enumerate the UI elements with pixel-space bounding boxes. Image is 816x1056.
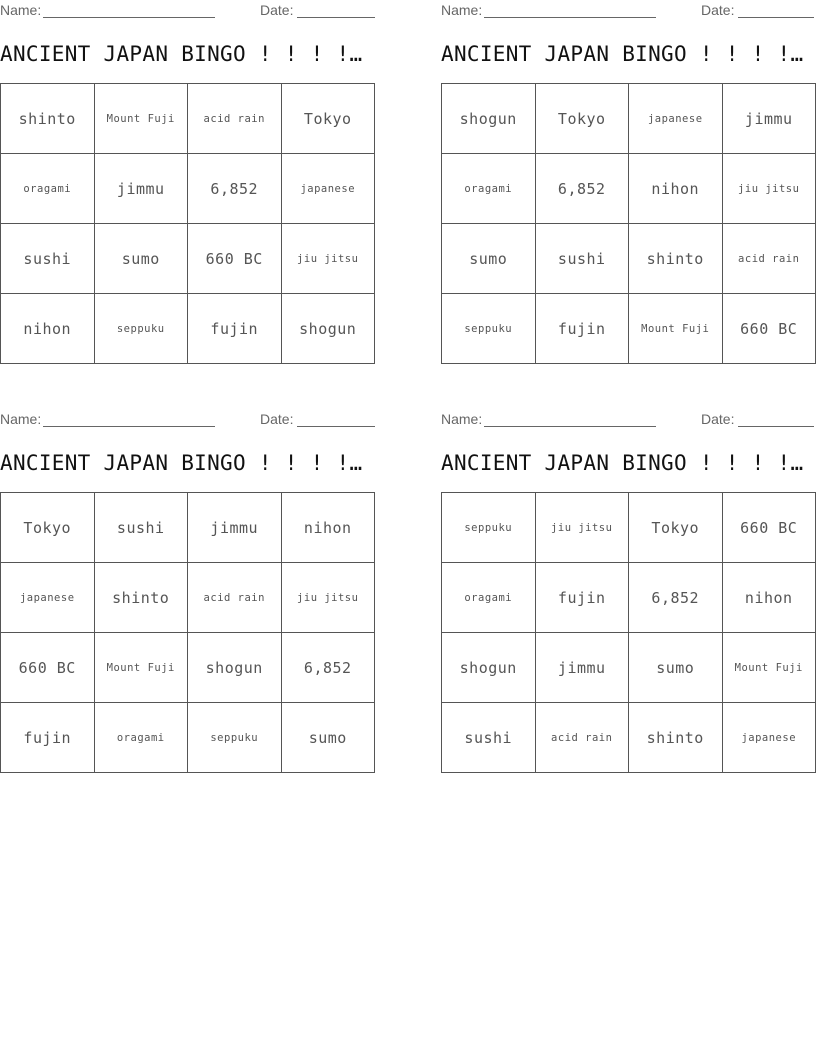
grid-row — [442, 493, 816, 563]
bingo-cell: 660 BC — [1, 633, 95, 703]
name-label: Name: — [0, 411, 42, 427]
name-date-row — [441, 0, 816, 22]
bingo-cell: shinto — [629, 703, 723, 773]
bingo-cell: fujin — [535, 294, 629, 364]
bingo-cell: jimmu — [94, 154, 188, 224]
bingo-cell: shogun — [442, 633, 536, 703]
date-blank-line — [297, 413, 375, 427]
name-date-row — [441, 409, 816, 431]
bingo-cell: nihon — [281, 493, 375, 563]
bingo-cell: 660 BC — [722, 294, 816, 364]
bingo-card — [0, 409, 375, 747]
name-blank-line — [484, 4, 656, 18]
name-label: Name: — [441, 2, 483, 18]
date-blank-line — [297, 4, 375, 18]
bingo-cell: fujin — [188, 294, 282, 364]
bingo-cell: 6,852 — [629, 563, 723, 633]
bingo-cell: acid rain — [535, 703, 629, 773]
bingo-cell: shinto — [1, 84, 95, 154]
name-label: Name: — [0, 2, 42, 18]
bingo-grid — [441, 492, 816, 773]
card-title: ANCIENT JAPAN BINGO ! ! ! !… — [0, 42, 363, 66]
date-blank-line — [738, 4, 814, 18]
bingo-cell: jiu jitsu — [281, 224, 375, 294]
grid-row — [442, 563, 816, 633]
bingo-cell: jiu jitsu — [722, 154, 816, 224]
bingo-cell: sushi — [1, 224, 95, 294]
grid-row — [1, 224, 375, 294]
bingo-cell: sumo — [281, 703, 375, 773]
bingo-cell: jimmu — [535, 633, 629, 703]
bingo-cell: nihon — [722, 563, 816, 633]
bingo-cell: shogun — [281, 294, 375, 364]
bingo-cell: sumo — [94, 224, 188, 294]
bingo-cell: 660 BC — [722, 493, 816, 563]
bingo-cell: Tokyo — [535, 84, 629, 154]
date-field — [260, 411, 375, 427]
bingo-cell: Mount Fuji — [629, 294, 723, 364]
bingo-cell: jiu jitsu — [281, 563, 375, 633]
name-field — [441, 411, 656, 427]
bingo-cell: japanese — [1, 563, 95, 633]
card-title: ANCIENT JAPAN BINGO ! ! ! !… — [441, 42, 804, 66]
bingo-cell: shinto — [629, 224, 723, 294]
bingo-cell: seppuku — [442, 294, 536, 364]
grid-row — [442, 703, 816, 773]
name-date-row — [0, 0, 375, 22]
bingo-cell: Mount Fuji — [94, 84, 188, 154]
name-field — [0, 2, 215, 18]
date-blank-line — [738, 413, 814, 427]
bingo-cell: nihon — [629, 154, 723, 224]
name-field — [441, 2, 656, 18]
bingo-cell: jiu jitsu — [535, 493, 629, 563]
bingo-cell: oragami — [442, 154, 536, 224]
bingo-cell: 6,852 — [535, 154, 629, 224]
bingo-cell: sushi — [535, 224, 629, 294]
bingo-cell: acid rain — [188, 84, 282, 154]
grid-row — [1, 154, 375, 224]
name-date-row — [0, 409, 375, 431]
name-field — [0, 411, 215, 427]
bingo-cell: 660 BC — [188, 224, 282, 294]
date-field — [260, 2, 375, 18]
grid-row — [1, 84, 375, 154]
bingo-cell: shogun — [442, 84, 536, 154]
date-label: Date: — [260, 411, 294, 427]
bingo-cell: japanese — [722, 703, 816, 773]
bingo-cell: shinto — [94, 563, 188, 633]
card-title: ANCIENT JAPAN BINGO ! ! ! !… — [441, 451, 804, 475]
date-label: Date: — [701, 411, 735, 427]
bingo-grid — [0, 83, 375, 364]
name-label: Name: — [441, 411, 483, 427]
date-field — [701, 411, 814, 427]
bingo-cell: sushi — [94, 493, 188, 563]
bingo-card — [0, 0, 375, 338]
bingo-cell: sushi — [442, 703, 536, 773]
bingo-cell: seppuku — [188, 703, 282, 773]
bingo-cell: seppuku — [442, 493, 536, 563]
bingo-grid — [0, 492, 375, 773]
bingo-cell: shogun — [188, 633, 282, 703]
bingo-cell: 6,852 — [281, 633, 375, 703]
grid-row — [442, 633, 816, 703]
grid-row — [442, 154, 816, 224]
date-field — [701, 2, 814, 18]
bingo-cell: Tokyo — [1, 493, 95, 563]
bingo-cell: seppuku — [94, 294, 188, 364]
grid-row — [1, 563, 375, 633]
bingo-cell: Tokyo — [281, 84, 375, 154]
bingo-grid — [441, 83, 816, 364]
bingo-card — [441, 409, 816, 747]
grid-row — [1, 294, 375, 364]
bingo-cell: sumo — [442, 224, 536, 294]
name-blank-line — [484, 413, 656, 427]
bingo-cell: acid rain — [722, 224, 816, 294]
grid-row — [1, 493, 375, 563]
bingo-cell: 6,852 — [188, 154, 282, 224]
bingo-cell: sumo — [629, 633, 723, 703]
bingo-cell: acid rain — [188, 563, 282, 633]
grid-row — [1, 633, 375, 703]
bingo-cell: jimmu — [722, 84, 816, 154]
grid-row — [1, 703, 375, 773]
date-label: Date: — [701, 2, 735, 18]
bingo-card — [441, 0, 816, 338]
bingo-cell: jimmu — [188, 493, 282, 563]
bingo-cell: japanese — [281, 154, 375, 224]
bingo-cell: Mount Fuji — [94, 633, 188, 703]
bingo-cell: oragami — [1, 154, 95, 224]
grid-row — [442, 294, 816, 364]
date-label: Date: — [260, 2, 294, 18]
bingo-cell: oragami — [442, 563, 536, 633]
name-blank-line — [43, 413, 215, 427]
bingo-cell: nihon — [1, 294, 95, 364]
bingo-cell: japanese — [629, 84, 723, 154]
bingo-cell: fujin — [535, 563, 629, 633]
bingo-cell: fujin — [1, 703, 95, 773]
grid-row — [442, 84, 816, 154]
name-blank-line — [43, 4, 215, 18]
bingo-cell: Mount Fuji — [722, 633, 816, 703]
card-title: ANCIENT JAPAN BINGO ! ! ! !… — [0, 451, 363, 475]
bingo-cell: oragami — [94, 703, 188, 773]
bingo-cell: Tokyo — [629, 493, 723, 563]
grid-row — [442, 224, 816, 294]
